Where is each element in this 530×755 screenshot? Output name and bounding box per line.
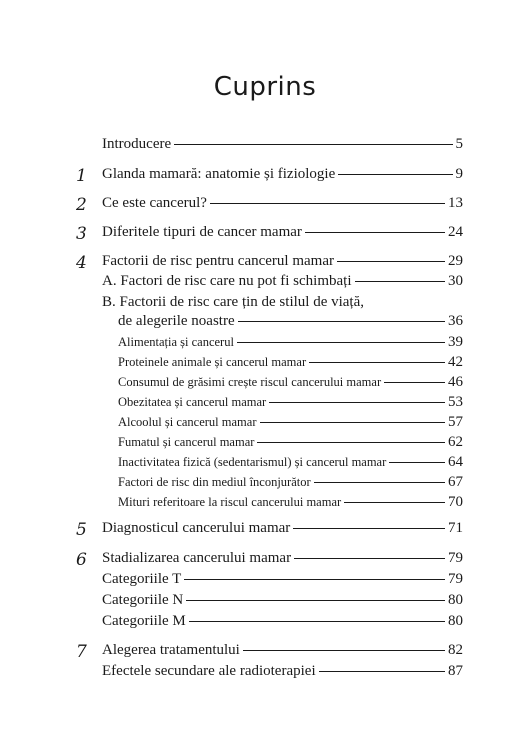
leader-line — [319, 671, 445, 672]
toc-entry-label: Alegerea tratamentului — [102, 642, 240, 658]
leader-line — [384, 382, 445, 383]
toc-entry-label: Obezitatea și cancerul mamar — [118, 395, 267, 409]
toc-subentry[interactable] — [118, 474, 463, 491]
toc-subentry[interactable] — [118, 454, 463, 471]
toc-entry-page: 39 — [448, 334, 463, 350]
chapter-number: 5 — [76, 520, 87, 540]
toc-entry-chapter-6[interactable] — [76, 550, 463, 570]
toc-entry-label: Introducere — [102, 136, 172, 152]
toc-subentry[interactable] — [118, 354, 463, 371]
toc-entry-page: 70 — [448, 494, 463, 510]
toc-entry-label: Proteinele animale și cancerul mamar — [118, 355, 307, 369]
toc-entry-page: 80 — [448, 592, 463, 608]
toc-entry-categorii-t[interactable] — [102, 571, 463, 588]
toc-subentry[interactable] — [118, 414, 463, 431]
toc-entry-categorii-m[interactable] — [102, 613, 463, 630]
toc-entry-label: Stadializarea cancerului mamar — [102, 550, 292, 566]
leader-line — [344, 502, 445, 503]
toc-entry-label: Diagnosticul cancerului mamar — [102, 520, 291, 536]
chapter-number: 4 — [76, 253, 87, 273]
toc-entry-page: 53 — [448, 394, 463, 410]
leader-line — [355, 281, 445, 282]
toc-entry-label: Fumatul și cancerul mamar — [118, 435, 255, 449]
toc-entry-chapter-1[interactable] — [76, 166, 463, 186]
leader-line — [189, 621, 445, 622]
toc-entry-page: 29 — [448, 253, 463, 269]
toc-entry-categorii-n[interactable] — [102, 592, 463, 609]
chapter-number: 1 — [76, 166, 87, 186]
toc-entry-page: 57 — [448, 414, 463, 430]
toc-entry-section-b-line1: B. Factorii de risc care țin de stilul de viață, — [102, 294, 365, 310]
chapter-number: 3 — [76, 224, 87, 244]
toc-entry-chapter-5[interactable] — [76, 520, 463, 540]
toc-entry-chapter-2[interactable] — [76, 195, 463, 215]
toc-subentry[interactable] — [118, 494, 463, 511]
chapter-number: 6 — [76, 550, 87, 570]
toc-entry-page: 79 — [448, 550, 463, 566]
leader-line — [314, 482, 445, 483]
leader-line — [337, 261, 445, 262]
toc-entry-page: 46 — [448, 374, 463, 390]
toc-entry-label: Categoriile N — [102, 592, 184, 608]
toc-entry-label: Factorii de risc pentru cancerul mamar — [102, 253, 334, 269]
toc-subentry[interactable] — [118, 434, 463, 451]
toc-entry-label: Inactivitatea fizică (sedentarismul) și cancerul mamar — [118, 455, 387, 469]
toc-subentry[interactable] — [118, 374, 463, 391]
toc-entry-label: A. Factori de risc care nu pot fi schimbați — [102, 273, 352, 289]
toc-entry-label: Categoriile T — [102, 571, 182, 587]
toc-entry-efecte-radioterapie[interactable] — [102, 663, 463, 680]
toc-entry-page: 36 — [448, 313, 463, 329]
toc-entry-page: 62 — [448, 434, 463, 450]
leader-line — [338, 174, 452, 175]
leader-line — [389, 462, 445, 463]
leader-line — [269, 402, 445, 403]
toc-entry-introducere[interactable] — [102, 136, 463, 153]
toc-entry-label: Categoriile M — [102, 613, 186, 629]
leader-line — [309, 362, 445, 363]
toc-entry-label: Alcoolul și cancerul mamar — [118, 415, 257, 429]
toc-entry-page: 5 — [455, 136, 463, 152]
toc-entry-page: 24 — [448, 224, 463, 240]
toc-entry-page: 67 — [448, 474, 463, 490]
toc-entry-section-b[interactable] — [118, 313, 463, 330]
chapter-number: 7 — [76, 642, 87, 662]
toc-entry-section-a[interactable] — [102, 273, 463, 290]
leader-line — [174, 144, 452, 145]
toc-entry-page: 80 — [448, 613, 463, 629]
toc-entry-page: 87 — [448, 663, 463, 679]
toc-entry-page: 64 — [448, 454, 463, 470]
toc-entry-label: Glanda mamară: anatomie și fiziologie — [102, 166, 336, 182]
leader-line — [260, 422, 446, 423]
leader-line — [186, 600, 445, 601]
toc-entry-chapter-4[interactable] — [76, 253, 463, 273]
toc-entry-page: 82 — [448, 642, 463, 658]
toc-entry-page: 42 — [448, 354, 463, 370]
toc-entry-label: Diferitele tipuri de cancer mamar — [102, 224, 302, 240]
toc-entry-page: 13 — [448, 195, 463, 211]
leader-line — [210, 203, 445, 204]
toc-entry-page: 30 — [448, 273, 463, 289]
leader-line — [257, 442, 445, 443]
toc-entry-label: Efectele secundare ale radioterapiei — [102, 663, 316, 679]
leader-line — [184, 579, 445, 580]
toc-entry-label: Factori de risc din mediul înconjurător — [118, 475, 311, 489]
leader-line — [237, 342, 445, 343]
toc-subentry[interactable] — [118, 394, 463, 411]
toc-entry-page: 71 — [448, 520, 463, 536]
page-title: Cuprins — [213, 72, 317, 102]
leader-line — [294, 558, 445, 559]
toc-entry-label: Ce este cancerul? — [102, 195, 207, 211]
toc-entry-chapter-7[interactable] — [76, 642, 463, 662]
leader-line — [238, 321, 445, 322]
toc-entry-page: 9 — [455, 166, 463, 182]
leader-line — [305, 232, 445, 233]
toc-entry-chapter-3[interactable] — [76, 224, 463, 244]
toc-entry-label: Alimentația și cancerul — [118, 335, 234, 349]
toc-subentry[interactable] — [118, 334, 463, 351]
chapter-number: 2 — [76, 195, 87, 215]
toc-entry-label: Mituri referitoare la riscul cancerului mamar — [118, 495, 342, 509]
leader-line — [243, 650, 445, 651]
leader-line — [293, 528, 445, 529]
toc-entry-page: 79 — [448, 571, 463, 587]
toc-entry-label: de alegerile noastre — [118, 313, 235, 329]
toc-entry-label: Consumul de grăsimi crește riscul cancerului mamar — [118, 375, 382, 389]
